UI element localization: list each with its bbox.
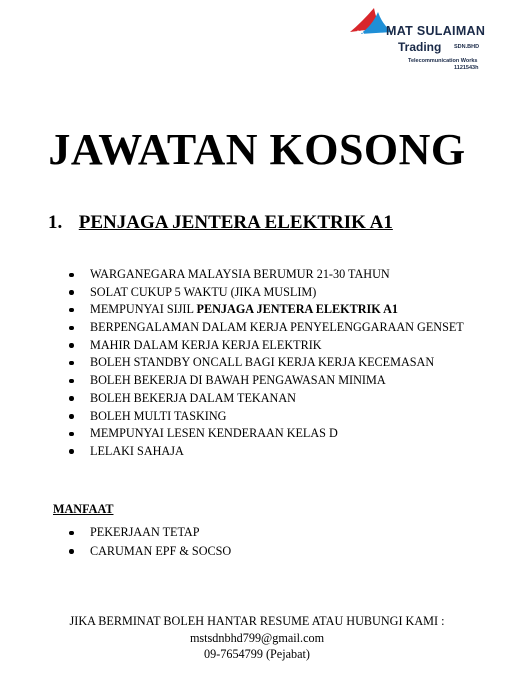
contact-email[interactable]: mstsdnbhd799@gmail.com (189, 630, 325, 645)
bullet-icon (69, 326, 74, 331)
bullet-icon (69, 273, 74, 278)
bullet-icon (69, 432, 74, 437)
requirement-item (0, 443, 464, 461)
benefit-text: CARUMAN EPF & SOCSO (90, 543, 232, 558)
requirement-item (0, 284, 464, 302)
requirement-item (0, 266, 464, 284)
benefit-text: PEKERJAAN TETAP (90, 525, 200, 539)
requirement-item (0, 354, 464, 372)
benefits-heading: MANFAAT (53, 502, 114, 516)
logo-sdn-text: SDN.BHD (454, 44, 480, 50)
contact-instruction: JIKA BERMINAT BOLEH HANTAR RESUME ATAU HUBUNGI KAMI : (69, 614, 445, 628)
requirement-text: MAHIR DALAM KERJA KERJA ELEKTRIK (90, 337, 322, 352)
requirement-text: MEMPUNYAI SIJIL (90, 302, 197, 317)
requirements-list (0, 266, 464, 461)
bullet-icon (69, 414, 74, 419)
bullet-icon (69, 343, 74, 348)
requirement-text: SOLAT CUKUP 5 WAKTU (JIKA MUSLIM) (90, 284, 317, 299)
bullet-icon (69, 361, 74, 366)
requirement-item (0, 408, 464, 426)
logo-subtitle: Telecommunication Works (408, 58, 478, 64)
position-heading (48, 212, 393, 234)
requirement-item (0, 319, 464, 337)
benefits-list (0, 524, 231, 561)
requirement-item (0, 301, 464, 319)
company-logo (346, 2, 506, 82)
requirement-text: BOLEH BEKERJA DI BAWAH PENGAWASAN MINIMA (90, 373, 386, 388)
requirement-item (0, 337, 464, 355)
requirement-text: BERPENGALAMAN DALAM KERJA PENYELENGGARAAN GENSET (90, 320, 464, 335)
requirement-text: BOLEH STANDBY ONCALL BAGI KERJA KERJA KECEMASAN (90, 355, 435, 370)
requirement-text: BOLEH MULTI TASKING (90, 408, 227, 423)
bullet-icon (69, 531, 74, 536)
page-title: JAWATAN KOSONG (48, 125, 466, 174)
requirement-item (0, 372, 464, 390)
requirement-text: BOLEH BEKERJA DALAM TEKANAN (90, 390, 296, 405)
logo-trading-text: Trading (398, 40, 442, 54)
requirement-text: WARGANEGARA MALAYSIA BERUMUR 21-30 TAHUN (90, 267, 390, 281)
requirement-text: LELAKI SAHAJA (90, 443, 184, 458)
bullet-icon (69, 308, 74, 313)
bullet-icon (69, 396, 74, 401)
contact-phone[interactable]: 09-7654799 (Pejabat) (204, 647, 310, 661)
requirement-text: MEMPUNYAI LESEN KENDERAAN KELAS D (90, 426, 338, 441)
requirement-item (0, 425, 464, 443)
bullet-icon (69, 549, 74, 554)
benefit-item (0, 524, 231, 543)
bullet-icon (69, 379, 74, 384)
contact-section (0, 613, 514, 663)
bullet-icon (69, 449, 74, 454)
benefit-item (0, 543, 231, 562)
requirement-bold-text: PENJAGA JENTERA ELEKTRIK A1 (196, 302, 399, 317)
position-number: 1. (48, 212, 63, 233)
logo-company-name: MAT SULAIMAN (386, 24, 486, 38)
requirement-item (0, 390, 464, 408)
logo-registration: 1121543h (454, 65, 479, 71)
bullet-icon (69, 290, 74, 295)
position-name: PENJAGA JENTERA ELEKTRIK A1 (78, 212, 393, 233)
